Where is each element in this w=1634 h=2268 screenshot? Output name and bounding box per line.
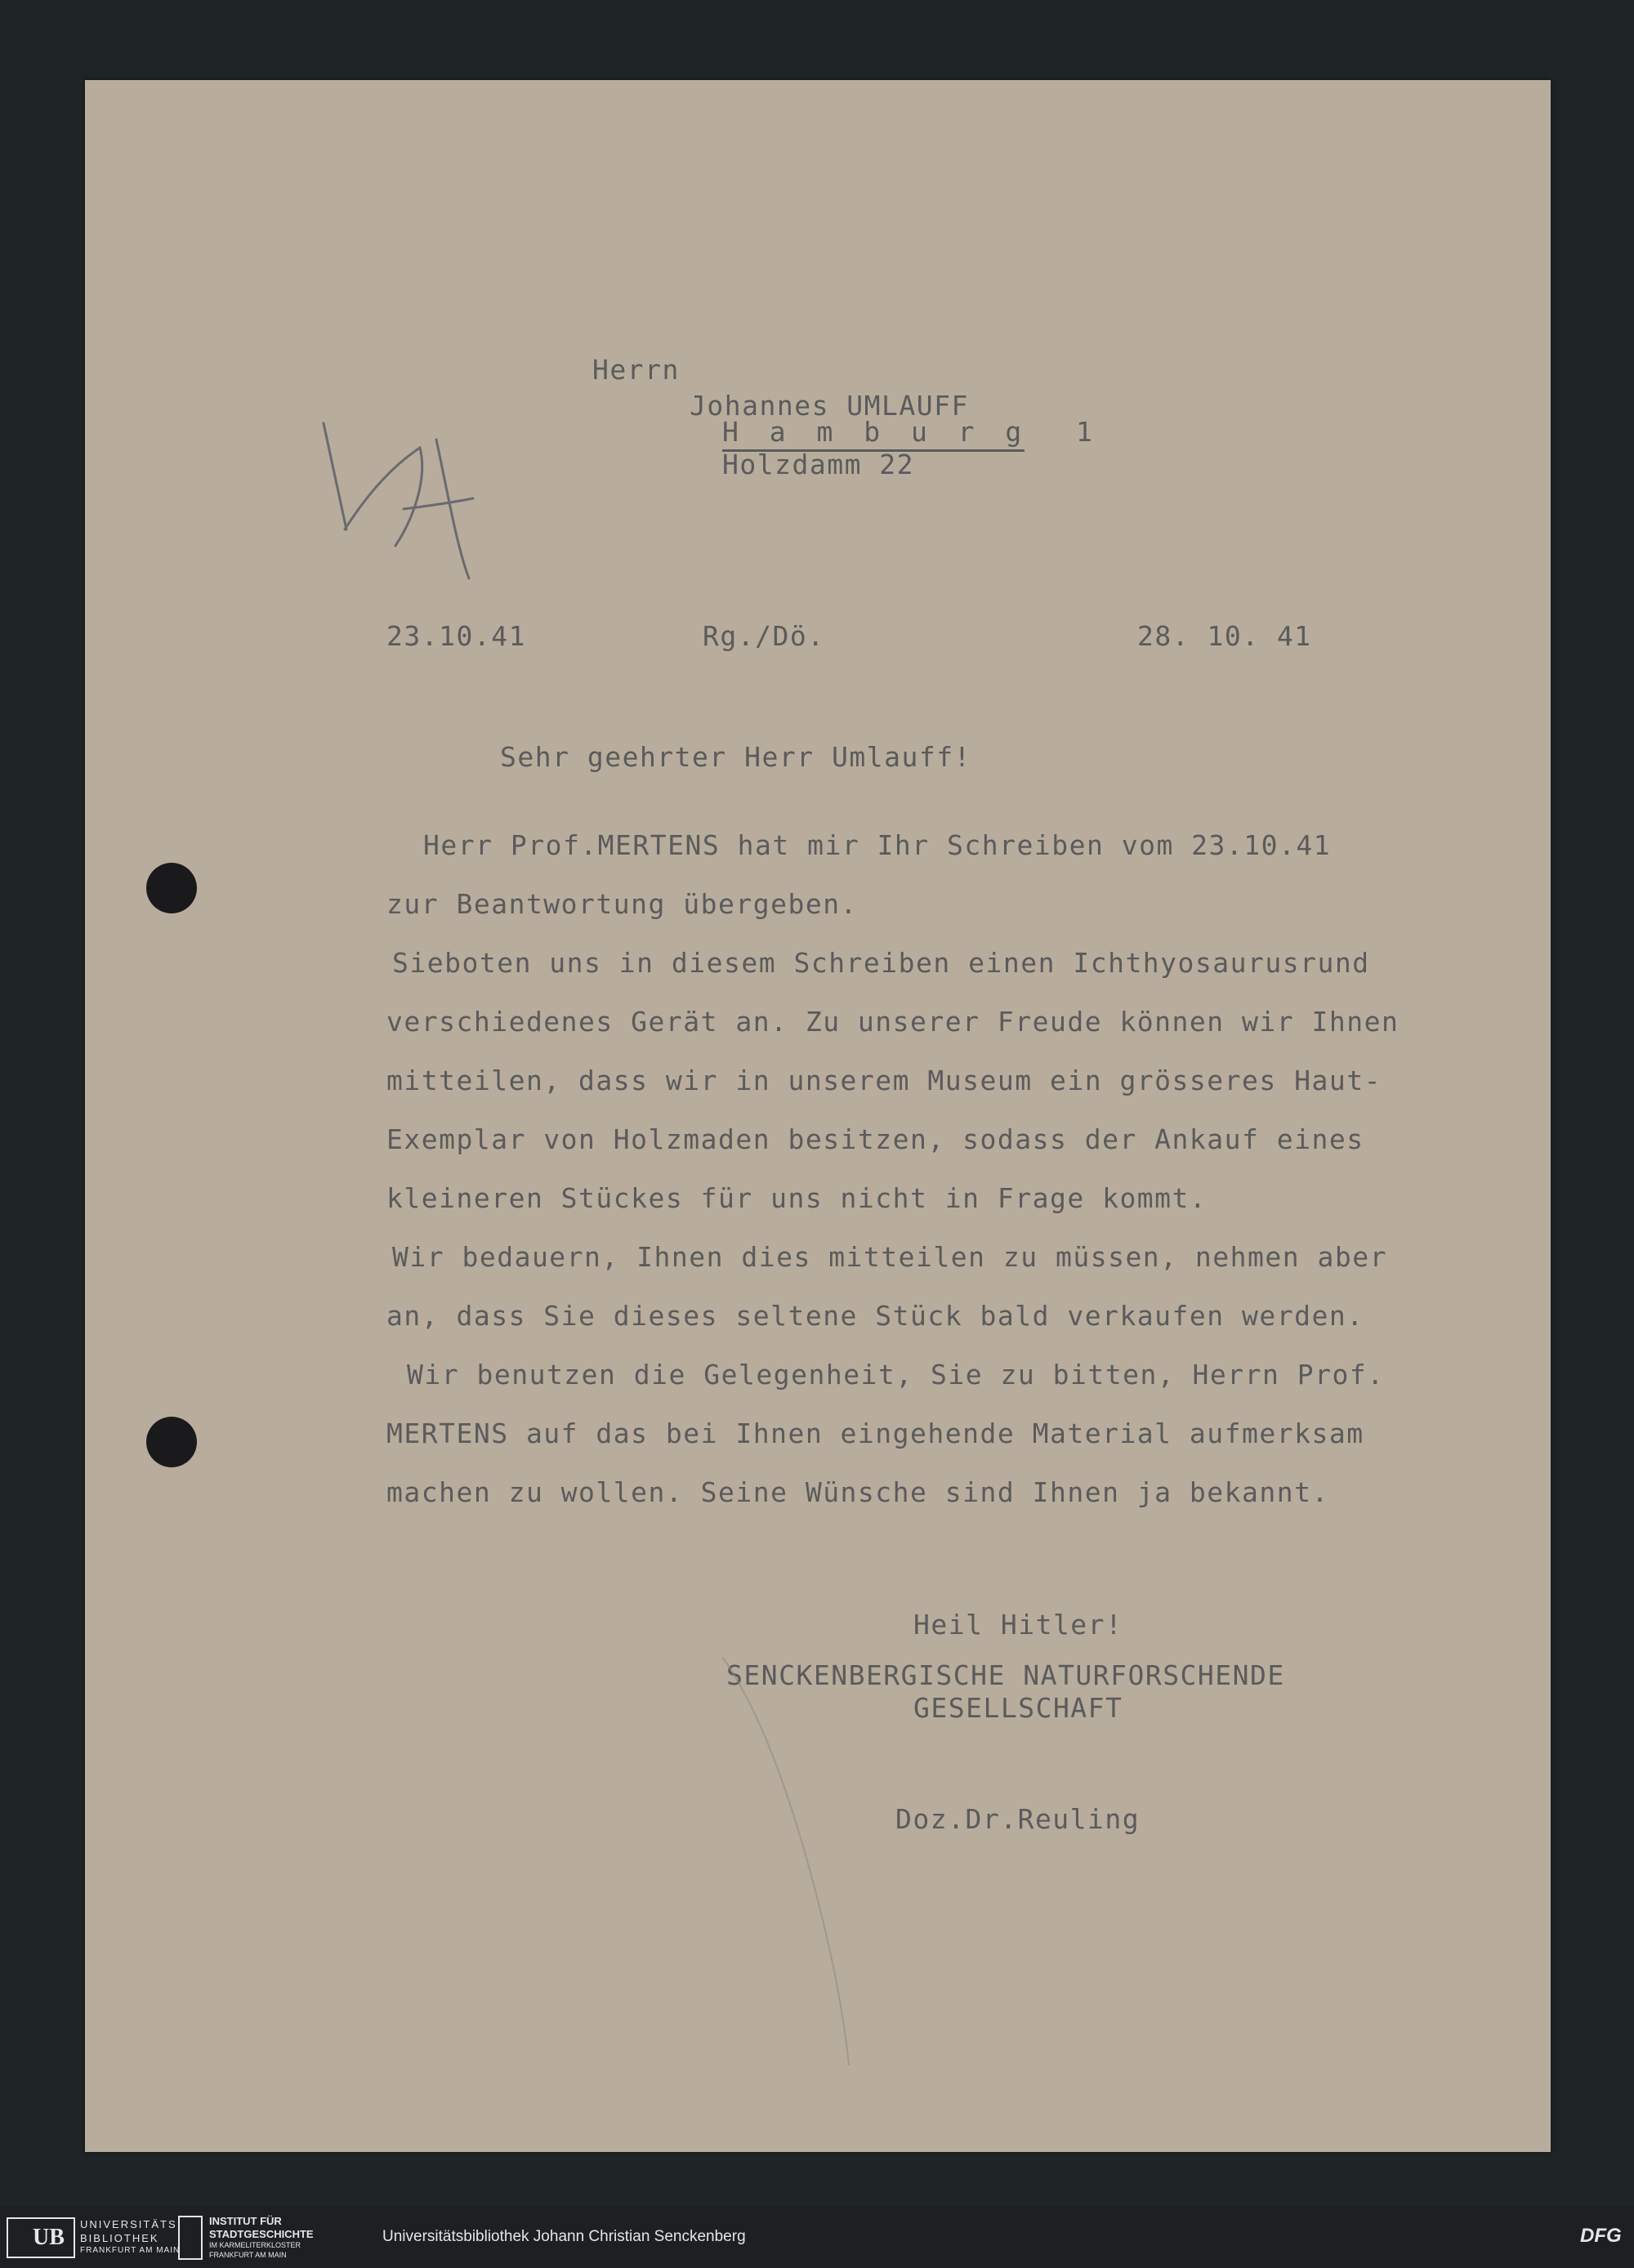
ub-line-2: BIBLIOTHEK <box>80 2232 159 2244</box>
closing: Heil Hitler! <box>913 1609 1123 1641</box>
ifs-line-1: INSTITUT FÜR <box>209 2215 282 2227</box>
ref-your-letter: 23.10.41 <box>386 620 526 652</box>
body-line: Herr Prof.MERTENS hat mir Ihr Schreiben vom 23.10.41 <box>423 829 1332 861</box>
organization-line-2: GESELLSCHAFT <box>913 1692 1123 1724</box>
punch-hole-top <box>146 863 197 913</box>
handwritten-mark-icon <box>314 407 493 603</box>
punch-hole-bottom <box>146 1417 197 1467</box>
ref-initials: Rg./Dö. <box>703 620 825 652</box>
organization-line-1: SENCKENBERGISCHE NATURFORSCHENDE <box>726 1659 1285 1691</box>
ub-mark: UB <box>33 2225 65 2250</box>
ub-line-1: UNIVERSITÄTS <box>80 2218 177 2230</box>
recipient-name: Johannes UMLAUFF <box>690 390 969 422</box>
recipient-street: Holzdamm 22 <box>722 449 915 480</box>
ub-line-3: FRANKFURT AM MAIN <box>80 2246 181 2255</box>
body-line: Wir benutzen die Gelegenheit, Sie zu bitten, Herrn Prof. <box>407 1359 1385 1391</box>
body-line: MERTENS auf das bei Ihnen eingehende Material aufmerksam <box>386 1418 1364 1449</box>
footer-bar <box>0 2206 1634 2268</box>
greeting: Sehr geehrter Herr Umlauff! <box>500 741 971 773</box>
recipient-city: H a m b u r g 1 <box>722 416 1100 448</box>
pencil-stroke-icon <box>714 1649 877 2074</box>
body-line: Wir bedauern, Ihnen dies mitteilen zu müssen, nehmen aber <box>392 1241 1387 1273</box>
ifs-logo-icon <box>178 2216 203 2260</box>
dfg-logo: DFG <box>1580 2225 1622 2247</box>
recipient-salutation: Herrn <box>592 354 680 386</box>
ifs-line-4: FRANKFURT AM MAIN <box>209 2251 287 2259</box>
body-line: mitteilen, dass wir in unserem Museum ein grösseres Haut- <box>386 1065 1382 1096</box>
library-name: Universitätsbibliothek Johann Christian Senckenberg <box>382 2228 746 2245</box>
body-line: machen zu wollen. Seine Wünsche sind Ihnen ja bekannt. <box>386 1476 1329 1508</box>
letter-date: 28. 10. 41 <box>1137 620 1312 652</box>
body-line: an, dass Sie dieses seltene Stück bald verkaufen werden. <box>386 1300 1364 1332</box>
ifs-line-2: STADTGESCHICHTE <box>209 2228 314 2240</box>
ifs-line-3: IM KARMELITERKLOSTER <box>209 2241 301 2249</box>
body-line: Sieboten uns in diesem Schreiben einen Ichthyosaurusrund <box>392 947 1370 979</box>
letter-page <box>85 80 1551 2152</box>
body-line: Exemplar von Holzmaden besitzen, sodass der Ankauf eines <box>386 1123 1364 1155</box>
body-line: verschiedenes Gerät an. Zu unserer Freude können wir Ihnen <box>386 1006 1400 1038</box>
body-line: zur Beantwortung übergeben. <box>386 888 858 920</box>
body-line: kleineren Stückes für uns nicht in Frage kommt. <box>386 1182 1208 1214</box>
signature-name: Doz.Dr.Reuling <box>895 1803 1141 1835</box>
